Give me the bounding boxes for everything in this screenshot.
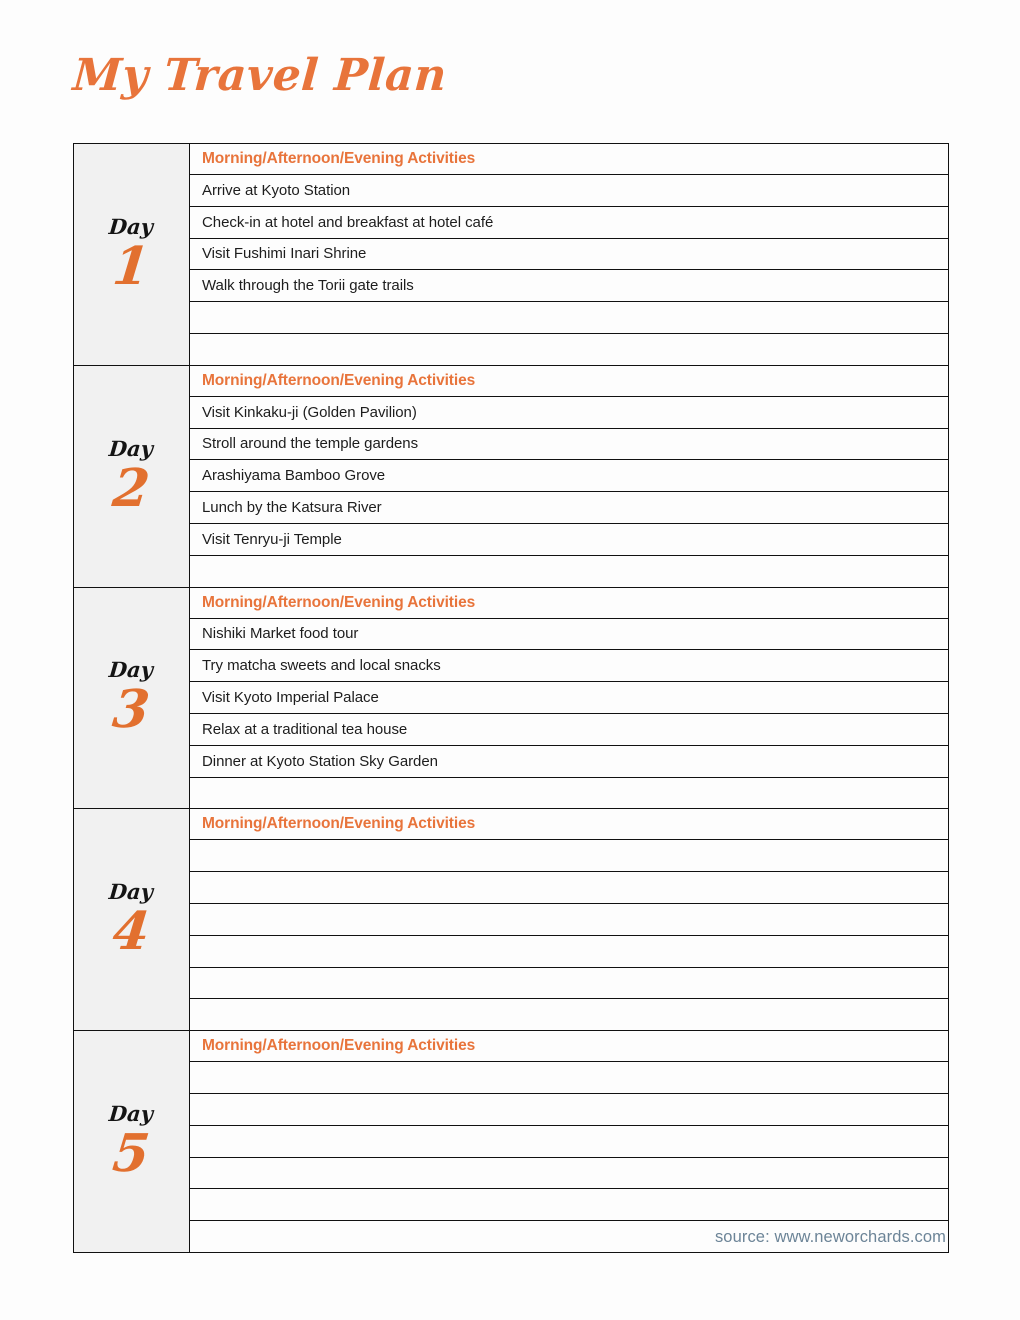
day-word: Day	[108, 435, 155, 461]
day-cell-5	[74, 1031, 190, 1253]
activity-cell-empty[interactable]	[190, 872, 949, 904]
table-row	[74, 650, 949, 682]
activity-cell-empty[interactable]	[190, 1093, 949, 1125]
activity-cell[interactable]: Try matcha sweets and local snacks	[190, 650, 949, 682]
activity-cell-empty[interactable]	[190, 333, 949, 365]
day-word: Day	[108, 879, 155, 905]
day-word: Day	[108, 1101, 155, 1127]
day-cell-2	[74, 365, 190, 587]
table-row	[74, 809, 949, 840]
day-label-group	[74, 879, 189, 963]
activity-cell[interactable]: Arashiyama Bamboo Grove	[190, 460, 949, 492]
day-number: 3	[110, 679, 153, 741]
activities-column-header: Morning/Afternoon/Evening Activities	[190, 365, 949, 396]
table-row	[74, 492, 949, 524]
activity-cell-empty[interactable]	[190, 967, 949, 999]
table-row	[74, 428, 949, 460]
table-row	[74, 587, 949, 618]
table-row	[74, 1157, 949, 1189]
table-row	[74, 682, 949, 714]
day-number: 2	[110, 457, 153, 519]
table-row	[74, 460, 949, 492]
day-cell-1	[74, 144, 190, 366]
day-label-group	[74, 213, 189, 297]
page-title: My Travel Plan	[71, 50, 449, 101]
day-number: 4	[110, 901, 153, 963]
activity-cell-empty[interactable]	[190, 903, 949, 935]
activity-cell[interactable]: Walk through the Torii gate trails	[190, 270, 949, 302]
table-row	[74, 1093, 949, 1125]
activity-cell-empty[interactable]	[190, 1125, 949, 1157]
day-number: 1	[110, 235, 153, 297]
table-row	[74, 935, 949, 967]
activity-cell-empty[interactable]	[190, 999, 949, 1031]
activity-cell-empty[interactable]	[190, 777, 949, 809]
activity-cell[interactable]: Arrive at Kyoto Station	[190, 175, 949, 207]
day-word: Day	[108, 213, 155, 239]
activity-cell[interactable]: Visit Fushimi Inari Shrine	[190, 238, 949, 270]
table-row	[74, 144, 949, 175]
table-row	[74, 1062, 949, 1094]
day-label-group	[74, 657, 189, 741]
table-row	[74, 206, 949, 238]
day-number: 5	[110, 1123, 153, 1185]
day-cell-4	[74, 809, 190, 1031]
activity-cell-empty[interactable]	[190, 1062, 949, 1094]
activity-cell-empty[interactable]	[190, 555, 949, 587]
table-row	[74, 1125, 949, 1157]
activity-cell[interactable]: Visit Kyoto Imperial Palace	[190, 682, 949, 714]
table-row	[74, 967, 949, 999]
table-row	[74, 333, 949, 365]
table-row	[74, 270, 949, 302]
table-row	[74, 840, 949, 872]
activities-column-header: Morning/Afternoon/Evening Activities	[190, 587, 949, 618]
activity-cell[interactable]: Dinner at Kyoto Station Sky Garden	[190, 745, 949, 777]
day-word: Day	[108, 657, 155, 683]
activity-cell[interactable]: Stroll around the temple gardens	[190, 428, 949, 460]
activity-cell-empty[interactable]	[190, 1157, 949, 1189]
table-row	[74, 745, 949, 777]
table-row	[74, 302, 949, 334]
activity-cell-empty[interactable]	[190, 1189, 949, 1221]
activity-cell[interactable]: Visit Kinkaku-ji (Golden Pavilion)	[190, 396, 949, 428]
day-label-group	[74, 435, 189, 519]
table-body	[74, 144, 949, 1253]
day-cell-3	[74, 587, 190, 809]
table-row	[74, 396, 949, 428]
table-row	[74, 618, 949, 650]
table-row	[74, 175, 949, 207]
table-row	[74, 872, 949, 904]
table-row	[74, 238, 949, 270]
activity-cell[interactable]: Lunch by the Katsura River	[190, 492, 949, 524]
source-attribution: source: www.neworchards.com	[714, 1228, 946, 1246]
day-label-group	[74, 1101, 189, 1185]
activity-cell-empty[interactable]	[190, 302, 949, 334]
table-row	[74, 365, 949, 396]
activities-column-header: Morning/Afternoon/Evening Activities	[190, 144, 949, 175]
activity-cell-empty[interactable]	[190, 840, 949, 872]
table-row	[74, 1031, 949, 1062]
table-row	[74, 555, 949, 587]
table-row	[74, 903, 949, 935]
activity-cell[interactable]: Check-in at hotel and breakfast at hotel café	[190, 206, 949, 238]
table-row	[74, 713, 949, 745]
activities-column-header: Morning/Afternoon/Evening Activities	[190, 809, 949, 840]
travel-plan-table	[73, 143, 949, 1253]
activities-column-header: Morning/Afternoon/Evening Activities	[190, 1031, 949, 1062]
activity-cell[interactable]: Nishiki Market food tour	[190, 618, 949, 650]
table-row	[74, 523, 949, 555]
activity-cell-empty[interactable]	[190, 935, 949, 967]
table-row	[74, 777, 949, 809]
table-row	[74, 999, 949, 1031]
activity-cell[interactable]: Visit Tenryu-ji Temple	[190, 523, 949, 555]
table-row	[74, 1189, 949, 1221]
activity-cell[interactable]: Relax at a traditional tea house	[190, 713, 949, 745]
